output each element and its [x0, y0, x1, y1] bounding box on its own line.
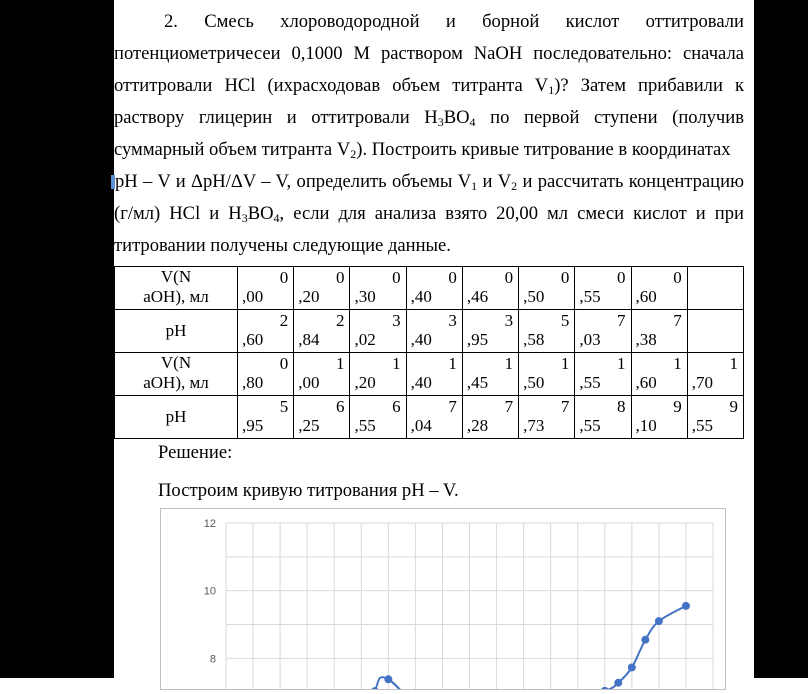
- cell-fraction-part: ,40: [410, 330, 432, 349]
- cell-value: [240, 396, 291, 438]
- cell-integer-part: 2: [279, 311, 289, 330]
- cell-fraction-part: ,03: [579, 330, 601, 349]
- table-cell: [575, 267, 631, 310]
- cell-fraction-part: ,46: [466, 287, 489, 306]
- cell-fraction-part: ,04: [410, 416, 432, 435]
- table-cell: [294, 396, 350, 439]
- cell-fraction-part: ,40: [410, 373, 432, 392]
- table-cell: [687, 353, 743, 396]
- cell-fraction-part: ,73: [523, 416, 545, 435]
- table-cell: [519, 267, 575, 310]
- cell-integer-part: 0: [504, 268, 514, 287]
- row-header-line: V(N: [160, 353, 192, 372]
- cell-value: [296, 267, 347, 309]
- titration-data-table: [114, 266, 744, 439]
- cell-value: [409, 310, 460, 352]
- cell-value: [521, 267, 572, 309]
- cell-integer-part: 1: [504, 354, 514, 373]
- cell-value: [352, 267, 403, 309]
- cell-value: [240, 353, 291, 395]
- table-cell: [519, 353, 575, 396]
- table-cell: [575, 353, 631, 396]
- cell-integer-part: 8: [617, 397, 626, 416]
- table-cell: [350, 310, 406, 353]
- table-cell: [687, 267, 743, 310]
- row-header-line: V(N: [160, 267, 192, 286]
- table-cell: [462, 310, 518, 353]
- cell-value: [690, 310, 741, 352]
- cell-fraction-part: ,60: [635, 287, 657, 306]
- cell-integer-part: 9: [673, 397, 682, 416]
- table-cell: [406, 396, 462, 439]
- cell-value: [465, 310, 516, 352]
- cell-integer-part: 0: [279, 268, 289, 287]
- y-tick-label: 12: [203, 518, 216, 530]
- cell-integer-part: 3: [392, 311, 401, 330]
- table-cell: [238, 396, 294, 439]
- titration-chart: [160, 508, 726, 690]
- cell-value: [409, 267, 460, 309]
- cell-integer-part: 1: [729, 354, 738, 373]
- cell-integer-part: 0: [560, 268, 570, 287]
- table-cell: [350, 396, 406, 439]
- cell-integer-part: 0: [617, 268, 626, 287]
- cell-fraction-part: ,50: [523, 287, 545, 306]
- cell-integer-part: 5: [560, 311, 570, 330]
- cell-fraction-part: ,70: [691, 373, 713, 392]
- cell-value: [465, 353, 516, 395]
- row-header: [115, 353, 238, 396]
- table-cell: [462, 353, 518, 396]
- cell-integer-part: 2: [335, 311, 345, 330]
- document-page: [114, 0, 754, 678]
- row-header-line: pH: [165, 321, 187, 340]
- cell-integer-part: 5: [279, 397, 289, 416]
- table-cell: [519, 310, 575, 353]
- data-point: [371, 687, 379, 689]
- cell-value: [465, 396, 516, 438]
- table-cell: [238, 267, 294, 310]
- table-cell: [406, 267, 462, 310]
- cell-value: [296, 396, 347, 438]
- table-cell: [462, 396, 518, 439]
- data-point: [641, 636, 649, 644]
- cell-value: [521, 353, 572, 395]
- cell-fraction-part: ,95: [466, 330, 489, 349]
- cell-fraction-part: ,55: [579, 373, 601, 392]
- row-header-line: pH: [165, 407, 187, 426]
- data-point: [682, 602, 690, 610]
- table-cell: [294, 267, 350, 310]
- cell-fraction-part: ,55: [691, 416, 713, 435]
- cell-integer-part: 0: [335, 268, 345, 287]
- table-cell: [350, 267, 406, 310]
- titration-chart-svg: [161, 509, 725, 689]
- table-row: [115, 267, 744, 310]
- cell-integer-part: 1: [335, 354, 345, 373]
- cell-integer-part: 7: [617, 311, 626, 330]
- table-cell: [575, 310, 631, 353]
- table-cell: [462, 267, 518, 310]
- cell-fraction-part: ,28: [466, 416, 489, 435]
- data-point: [628, 663, 636, 671]
- cell-fraction-part: ,38: [635, 330, 657, 349]
- cell-value: [634, 267, 685, 309]
- data-point: [601, 687, 609, 689]
- data-point: [384, 675, 392, 683]
- table-cell: [631, 396, 687, 439]
- cell-fraction-part: ,00: [242, 287, 264, 306]
- data-point: [655, 617, 663, 625]
- cell-fraction-part: ,95: [242, 416, 264, 435]
- table-cell: [631, 310, 687, 353]
- cell-integer-part: 1: [560, 354, 570, 373]
- y-tick-label: 8: [209, 653, 216, 666]
- cell-value: [240, 267, 291, 309]
- cell-integer-part: 1: [673, 354, 682, 373]
- solution-label: Решение:: [158, 442, 233, 463]
- cell-fraction-part: ,20: [354, 373, 376, 392]
- cell-value: [409, 396, 460, 438]
- cell-fraction-part: ,00: [298, 373, 320, 392]
- row-header-line: aOH), мл: [143, 287, 209, 306]
- cell-fraction-part: ,30: [354, 287, 376, 306]
- table-cell: [687, 396, 743, 439]
- cell-value: [690, 353, 741, 395]
- cell-value: [634, 353, 685, 395]
- cell-value: [352, 353, 403, 395]
- cell-fraction-part: ,40: [410, 287, 432, 306]
- cell-fraction-part: ,60: [242, 330, 264, 349]
- cell-value: [465, 267, 516, 309]
- cell-integer-part: 7: [673, 311, 682, 330]
- cell-integer-part: 1: [448, 354, 457, 373]
- series-line: [226, 606, 686, 689]
- cell-value: [352, 310, 403, 352]
- cell-fraction-part: ,02: [354, 330, 376, 349]
- cell-value: [634, 310, 685, 352]
- cell-fraction-part: ,55: [354, 416, 376, 435]
- cell-value: [577, 353, 628, 395]
- cell-value: [409, 353, 460, 395]
- cell-fraction-part: ,55: [579, 416, 601, 435]
- chart-intro-text: Построим кривую титрования pH – V.: [158, 480, 459, 501]
- cell-fraction-part: ,58: [523, 330, 545, 349]
- row-header: [115, 396, 238, 439]
- cell-value: [577, 310, 628, 352]
- y-tick-label: 10: [203, 585, 216, 598]
- cell-value: [634, 396, 685, 438]
- table-cell: [631, 353, 687, 396]
- cell-integer-part: 9: [729, 397, 738, 416]
- cell-integer-part: 0: [448, 268, 457, 287]
- table-cell: [406, 310, 462, 353]
- cell-value: [521, 396, 572, 438]
- cell-fraction-part: ,20: [298, 287, 320, 306]
- problem-paragraph: 2. Смесь хлороводородной и борной кислот оттитровали потенциометричесеи 0,1000 М раствором NaOH последовательно: сначала оттитровали HCl (ихрасходовав объем титранта $V_1$)? Затем прибавили к раствору глицерин и оттитровали $H_3BO_4$ по первой ступени (получив суммарный объем титранта $V_2$). Построить кривые титрование в координатах pH – V и ΔpH/ΔV – V, определить объемы $V_1$ и $V_2$ и рассчитать концентрацию (г/мл) HCl и $H_3BO_4$, если для анализа взято 20,00 мл смеси кислот и при титровании получены следующие данные.: [114, 6, 744, 262]
- cell-value: [577, 396, 628, 438]
- cell-fraction-part: ,55: [579, 287, 601, 306]
- table-cell: [294, 353, 350, 396]
- table-cell: [687, 310, 743, 353]
- row-header: [115, 267, 238, 310]
- cell-fraction-part: ,80: [242, 373, 264, 392]
- cell-value: [240, 310, 291, 352]
- cell-fraction-part: ,10: [635, 416, 657, 435]
- cell-value: [690, 396, 741, 438]
- cell-value: [296, 353, 347, 395]
- table-cell: [406, 353, 462, 396]
- cell-value: [577, 267, 628, 309]
- table-row: [115, 353, 744, 396]
- cell-integer-part: 7: [448, 397, 457, 416]
- cell-integer-part: 6: [392, 397, 401, 416]
- row-header: [115, 310, 238, 353]
- data-point: [614, 679, 622, 687]
- cell-fraction-part: ,84: [298, 330, 320, 349]
- cell-integer-part: 7: [560, 397, 570, 416]
- cell-value: [521, 310, 572, 352]
- cell-fraction-part: ,50: [523, 373, 545, 392]
- table-cell: [294, 310, 350, 353]
- table-row: [115, 310, 744, 353]
- cell-value: [296, 310, 347, 352]
- cell-integer-part: 3: [448, 311, 457, 330]
- cell-value: [690, 267, 741, 309]
- left-dark-margin: [0, 0, 114, 678]
- cell-integer-part: 0: [392, 268, 401, 287]
- cell-integer-part: 7: [504, 397, 514, 416]
- table-cell: [238, 353, 294, 396]
- table-cell: [350, 353, 406, 396]
- row-header-line: aOH), мл: [143, 373, 209, 392]
- cell-integer-part: 1: [392, 354, 401, 373]
- cell-fraction-part: ,25: [298, 416, 320, 435]
- cell-integer-part: 0: [279, 354, 289, 373]
- table-cell: [519, 396, 575, 439]
- table-row: [115, 396, 744, 439]
- cell-integer-part: 6: [335, 397, 345, 416]
- cell-value: [352, 396, 403, 438]
- cell-fraction-part: ,45: [466, 373, 489, 392]
- table-cell: [575, 396, 631, 439]
- table-cell: [631, 267, 687, 310]
- right-dark-margin: [754, 0, 808, 678]
- cell-integer-part: 3: [504, 311, 514, 330]
- cell-integer-part: 1: [617, 354, 626, 373]
- problem-text: [114, 6, 744, 262]
- cell-integer-part: 0: [673, 268, 682, 287]
- table-cell: [238, 310, 294, 353]
- cell-fraction-part: ,60: [635, 373, 657, 392]
